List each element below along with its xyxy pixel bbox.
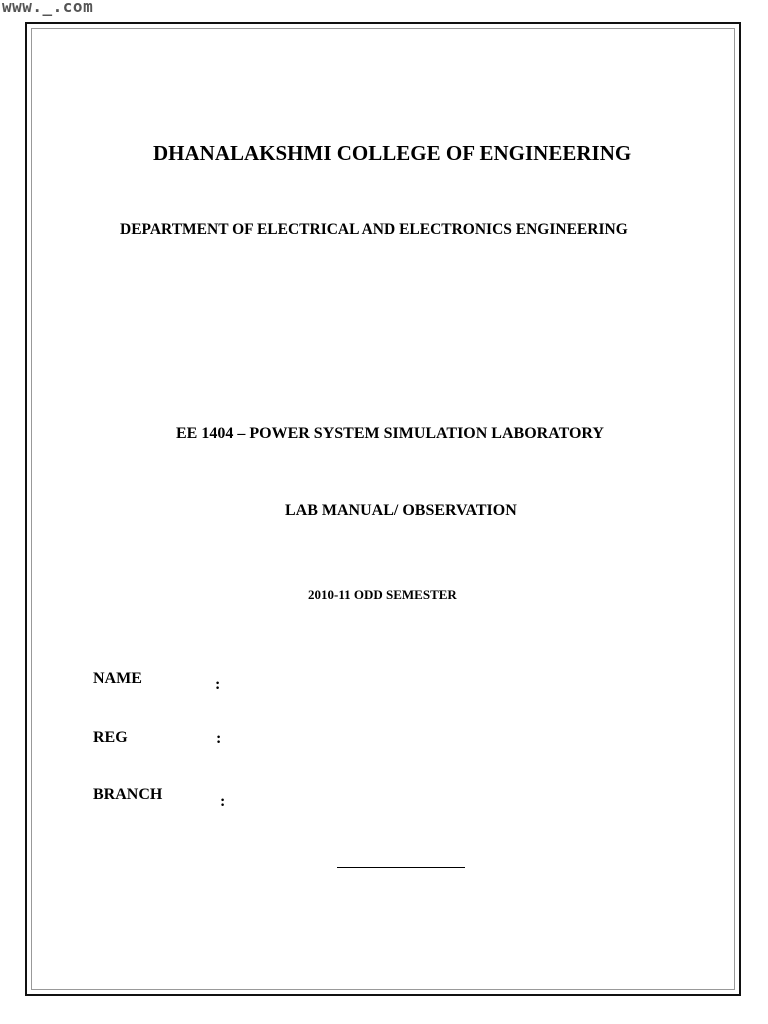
reg-field-colon: : (216, 730, 222, 747)
department-title: DEPARTMENT OF ELECTRICAL AND ELECTRONICS ENGINEERING (120, 221, 628, 238)
watermark-text: www._.com (2, 0, 94, 16)
name-field-label: NAME (93, 670, 142, 687)
branch-field-label: BRANCH (93, 786, 163, 803)
name-field-colon: : (215, 676, 221, 693)
reg-field-label: REG (93, 729, 128, 746)
signature-line (337, 867, 465, 868)
document-type-title: LAB MANUAL/ OBSERVATION (285, 502, 517, 519)
branch-field-colon: : (220, 793, 226, 810)
semester-label: 2010-11 ODD SEMESTER (308, 587, 457, 602)
college-title: DHANALAKSHMI COLLEGE OF ENGINEERING (153, 141, 632, 165)
course-title: EE 1404 – POWER SYSTEM SIMULATION LABORATORY (176, 425, 604, 442)
